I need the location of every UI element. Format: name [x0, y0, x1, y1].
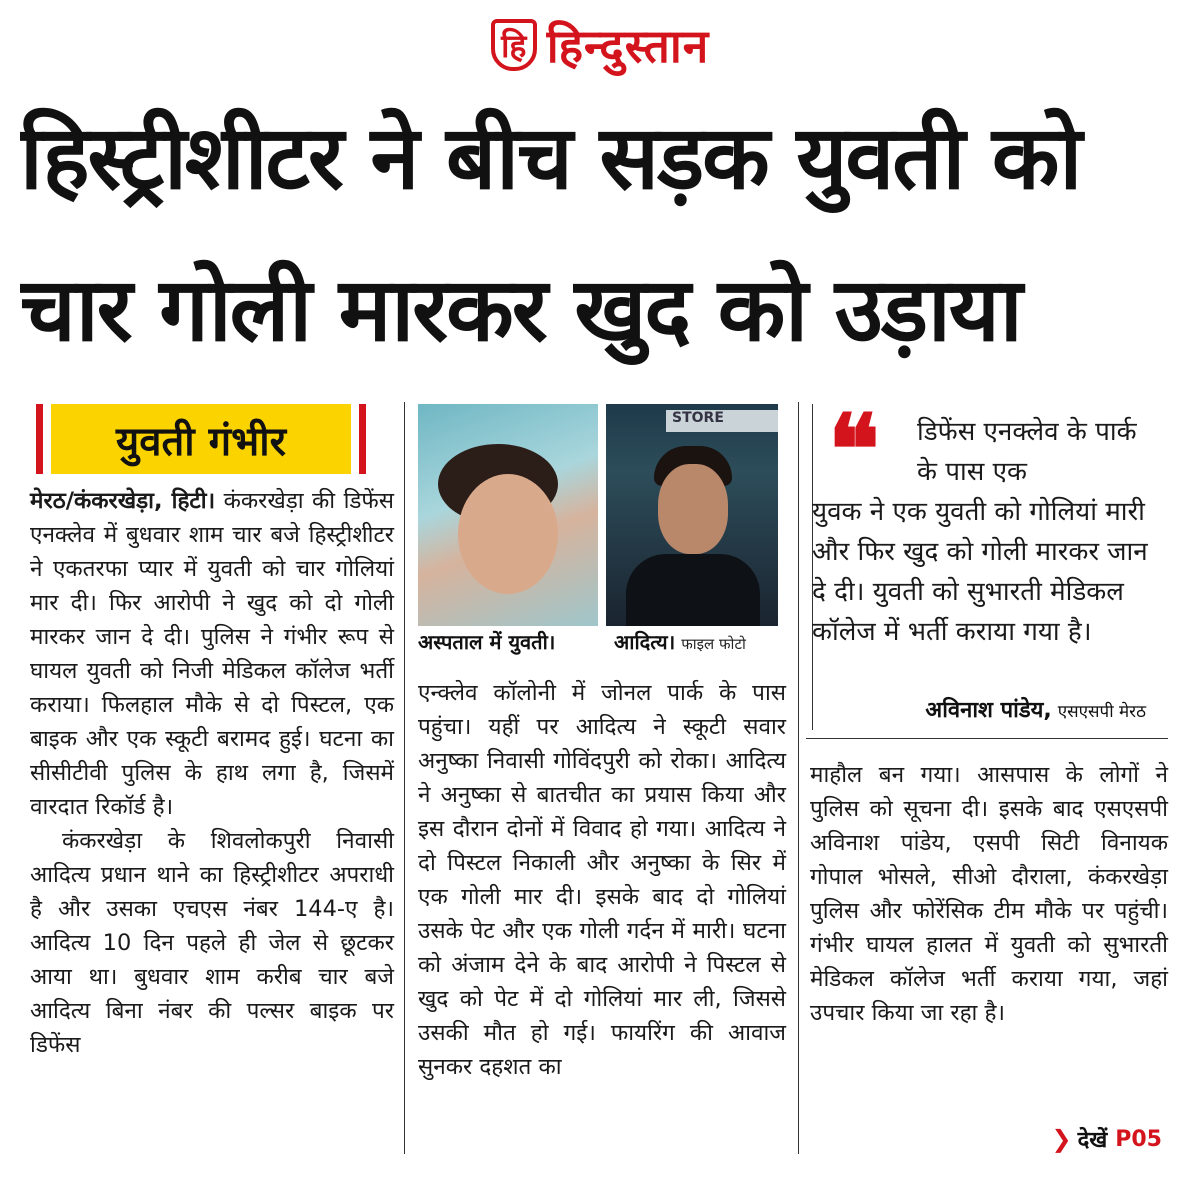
quote-mark-icon: ❝ [828, 393, 880, 506]
quote-lead: डिफेंस एनक्लेव के पार्क के पास एक [917, 417, 1137, 487]
chevron-right-icon: ❯ [1051, 1125, 1072, 1153]
kicker-bar-left [36, 404, 43, 474]
article-column-3 [810, 758, 1168, 1030]
continued-on-page[interactable] [1051, 1124, 1162, 1154]
quote-author-role: एसएसपी मेरठ [1057, 702, 1146, 722]
headline-line-2: चार गोली मारकर खुद को उड़ाया [20, 258, 1021, 361]
hospital-photo [418, 404, 598, 626]
article-column-1 [30, 484, 394, 1062]
photo-shape [458, 474, 558, 594]
article-paragraph-1: कंकरखेड़ा की डिफेंस एनक्लेव में बुधवार शाम चार बजे हिस्ट्रीशीटर ने एकतरफा प्यार में युवती को चार गोलियां मार दी। फिर आरोपी ने खुद को दो गोली मारकर जान दे दी। पुलिस ने गंभीर रूप से घायल युवती को निजी मेडिकल कॉलेज भर्ती कराया। फिलहाल मौके से दो पिस्टल, एक बाइक और एक स्कूटी बरामद हुई। घटना का सीसीटीवी पुलिस के हाथ लगा है, जिसमें वारदात रिकॉर्ड है। [30, 488, 394, 820]
quote-author: अविनाश पांडेय, [925, 698, 1052, 723]
accused-photo [606, 404, 778, 626]
quote-attribution [925, 694, 1146, 724]
photo-shape [626, 554, 760, 626]
pull-quote [812, 393, 1162, 730]
column-divider-2 [798, 402, 799, 1154]
quote-text: युवक ने एक युवती को गोलियां मारी और फिर खुद को गोली मारकर जान दे दी। युवती को सुभारती मेडिकल कॉलेज में भर्ती कराया गया है। [812, 497, 1148, 647]
page-reference: P05 [1115, 1126, 1162, 1152]
dateline: मेरठ/कंकरखेड़ा, हिटी। [30, 488, 216, 514]
quote-bottom-rule [806, 738, 1168, 739]
kicker-bar-right [359, 404, 366, 474]
column-divider-1 [404, 402, 405, 1154]
photo-credit: फाइल फोटो [681, 635, 746, 653]
logo-mark: हि [491, 19, 537, 71]
photo-shape [658, 464, 728, 554]
article-paragraph-2: कंकरखेड़ा के शिवलोकपुरी निवासी आदित्य प्रधान थाने का हिस्ट्रीशीटर अपराधी है और उसका एचएस नंबर 144-ए है। आदित्य 10 दिन पहले ही जेल से छूटकर आया था। बुधवार शाम करीब चार बजे आदित्य बिना नंबर की पल्सर बाइक पर डिफेंस [30, 828, 394, 1058]
photo-caption-1: अस्पताल में युवती। [418, 630, 556, 654]
masthead [0, 10, 1200, 80]
article-paragraph-3: एन्क्लेव कॉलोनी में जोनल पार्क के पास पहुंचा। यहीं पर आदित्य ने स्कूटी सवार अनुष्का निवासी गोविंदपुरी को रोका। आदित्य ने अनुष्का से बातचीत का प्रयास किया और इस दौरान दोनों में विवाद हो गया। आदित्य ने दो पिस्टल निकाली और अनुष्का के सिर में एक गोली मार दी। इसके बाद दो गोलियां उसके पेट और एक गोली गर्दन में मारी। घटना को अंजाम देने के बाद आरोपी ने पिस्टल से खुद को पेट में दो गोलियां मार ली, जिससे उसकी मौत हो गई। फायरिंग की आवाज सुनकर दहशत का [418, 680, 786, 1080]
photo-caption-2-text: आदित्य। [614, 630, 676, 654]
photo-caption-2 [614, 628, 746, 655]
newspaper-name: हिन्दुस्तान [546, 19, 710, 73]
quote-text-block [812, 393, 1157, 652]
article-paragraph-4: माहौल बन गया। आसपास के लोगों ने पुलिस को सूचना दी। इसके बाद एसएसपी अविनाश पांडेय, एसपी सिटी विनायक गोपाल भोसले, सीओ दौराला, कंकरखेड़ा पुलिस और फोरेंसिक टीम मौके पर पहुंची। गंभीर घायल हालत में युवती को सुभारती मेडिकल कॉलेज भर्ती कराया गया, जहां उपचार किया जा रहा है। [810, 762, 1168, 1026]
article-column-2 [418, 676, 786, 1084]
see-label: देखें [1077, 1128, 1108, 1153]
kicker-label: युवती गंभीर [51, 404, 351, 474]
headline-line-1: हिस्ट्रीशीटर ने बीच सड़क युवती को [20, 106, 1081, 209]
kicker-block [36, 400, 366, 478]
shop-sign: STORE [666, 410, 778, 432]
